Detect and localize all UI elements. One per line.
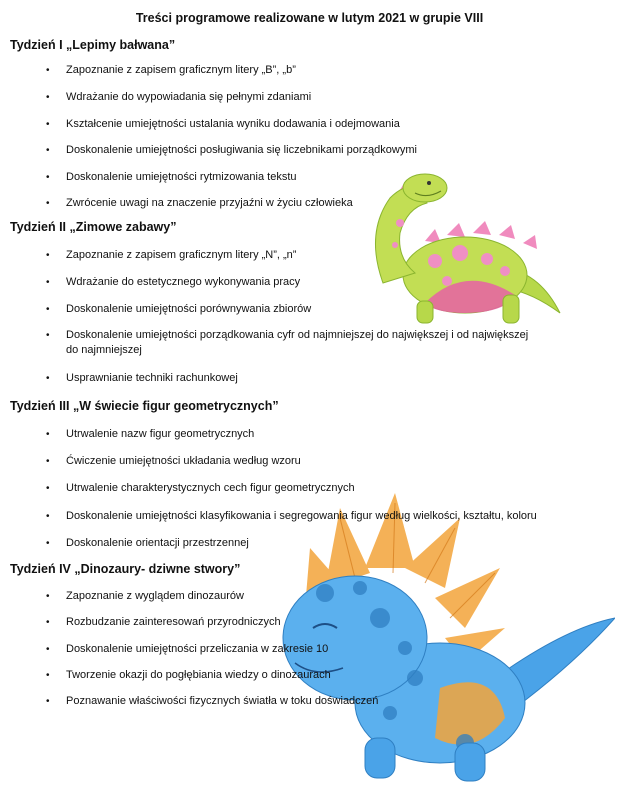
list-item: • Ćwiczenie umiejętności układania według wzoru xyxy=(46,455,301,467)
list-item: • Usprawnianie techniki rachunkowej xyxy=(46,372,238,384)
week-heading-3: Tydzień III „W świecie figur geometrycznych” xyxy=(10,399,279,413)
list-item: • Utrwalenie charakterystycznych cech figur geometrycznych xyxy=(46,482,355,494)
list-item: • Zwrócenie uwagi na znaczenie przyjaźni w życiu człowieka xyxy=(46,197,353,209)
list-item: • Zapoznanie z zapisem graficznym litery „N”, „n” xyxy=(46,249,297,261)
bullet-icon: • xyxy=(46,330,50,341)
list-item: • Doskonalenie orientacji przestrzennej xyxy=(46,537,249,549)
bullet-icon: • xyxy=(46,670,50,681)
list-item: • Doskonalenie umiejętności porządkowania cyfr od najmniejszej do największej i od największej do najmniejszej xyxy=(46,329,529,356)
page-title: Treści programowe realizowane w lutym 2021 w grupie VIII xyxy=(135,11,484,25)
bullet-icon: • xyxy=(46,304,50,315)
bullet-icon: • xyxy=(46,172,50,183)
list-item: • Utrwalenie nazw figur geometrycznych xyxy=(46,428,255,440)
blue-dinosaur-illustration xyxy=(265,488,615,788)
list-item: • Rozbudzanie zainteresowań przyrodniczych xyxy=(46,616,281,628)
list-item: • Wdrażanie do estetycznego wykonywania pracy xyxy=(46,276,301,288)
list-item: • Poznawanie właściwości fizycznych światła w toku doświadczeń xyxy=(46,695,379,707)
bullet-icon: • xyxy=(46,483,50,494)
bullet-icon: • xyxy=(46,277,50,288)
bullet-icon: • xyxy=(46,538,50,549)
bullet-icon: • xyxy=(46,373,50,384)
bullet-icon: • xyxy=(46,591,50,602)
bullet-icon: • xyxy=(46,644,50,655)
bullet-icon: • xyxy=(46,250,50,261)
bullet-icon: • xyxy=(46,145,50,156)
list-item: • Zapoznanie z zapisem graficznym litery „B”, „b” xyxy=(46,64,296,76)
list-item: • Doskonalenie umiejętności przeliczania w zakresie 10 xyxy=(46,643,329,655)
bullet-icon: • xyxy=(46,119,50,130)
bullet-icon: • xyxy=(46,92,50,103)
list-item: • Doskonalenie umiejętności rytmizowania tekstu xyxy=(46,171,297,183)
list-item: • Doskonalenie umiejętności porównywania zbiorów xyxy=(46,303,312,315)
week-heading-2: Tydzień II „Zimowe zabawy” xyxy=(10,220,177,234)
bullet-icon: • xyxy=(46,65,50,76)
bullet-icon: • xyxy=(46,456,50,467)
bullet-icon: • xyxy=(46,511,50,522)
week-heading-4: Tydzień IV „Dinozaury- dziwne stwory” xyxy=(10,562,241,576)
list-item: • Kształcenie umiejętności ustalania wyniku dodawania i odejmowania xyxy=(46,118,400,130)
week-heading-1: Tydzień I „Lepimy bałwana” xyxy=(10,38,176,52)
list-item: • Zapoznanie z wyglądem dinozaurów xyxy=(46,590,244,602)
bullet-icon: • xyxy=(46,617,50,628)
list-item: • Doskonalenie umiejętności klasyfikowania i segregowania figur według wielkości, kształtu, koloru xyxy=(46,510,537,522)
bullet-icon: • xyxy=(46,429,50,440)
list-item: • Wdrażanie do wypowiadania się pełnymi zdaniami xyxy=(46,91,312,103)
bullet-icon: • xyxy=(46,696,50,707)
bullet-icon: • xyxy=(46,198,50,209)
list-item: • Doskonalenie umiejętności posługiwania się liczebnikami porządkowymi xyxy=(46,144,417,156)
list-item: • Tworzenie okazji do pogłębiania wiedzy o dinozaurach xyxy=(46,669,331,681)
